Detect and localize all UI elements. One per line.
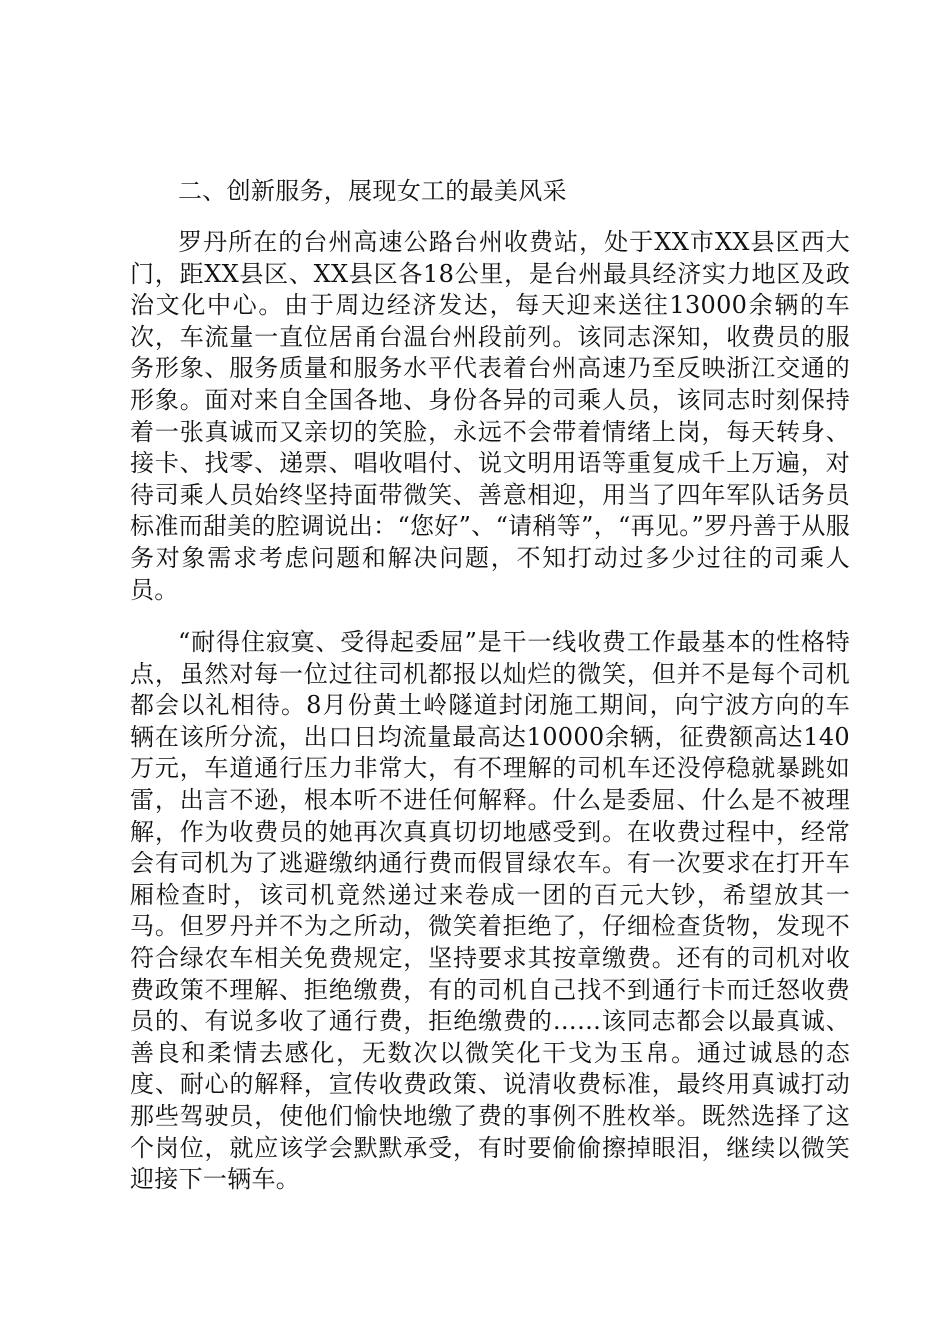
paragraph-2: “耐得住寂寞、受得起委屈”是干一线收费工作最基本的性格特点，虽然对每一位过往司机都报以灿烂的微笑，但并不是每个司机都会以礼相待。8月份黄土岭隧道封闭施工期间，向宁波方向的车辆在该所分流，出口日均流量最高达10000余辆，征费额高达140万元，车道通行压力非常大，有不理解的司机车还没停稳就暴跳如雷，出言不逊，根本听不进任何解释。什么是委屈、什么是不被理解，作为收费员的她再次真真切切地感受到。在收费过程中，经常会有司机为了逃避缴纳通行费而假冒绿农车。有一次要求在打开车厢检查时，该司机竟然递过来卷成一团的百元大钞，希望放其一马。但罗丹并不为之所动，微笑着拒绝了，仔细检查货物，发现不符合绿农车相关免费规定，坚持要求其按章缴费。还有的司机对收费政策不理解、拒绝缴费，有的司机自己找不到通行卡而迁怒收费员的、有说多收了通行费，拒绝缴费的……该同志都会以最真诚、善良和柔情去感化，无数次以微笑化干戈为玉帛。通过诚恳的态度、耐心的解释，宣传收费政策、说清收费标准，最终用真诚打动那些驾驶员，使他们愉快地缴了费的事例不胜枚举。既然选择了这个岗位，就应该学会默默承受，有时要偷偷擦掉眼泪，继续以微笑迎接下一辆车。	[130, 628, 850, 1194]
section-heading: 二、创新服务，展现女工的最美风采	[178, 177, 567, 205]
paragraph-1: 罗丹所在的台州高速公路台州收费站，处于XX市XX县区西大门，距XX县区、XX县区各18公里，是台州最具经济实力地区及政治文化中心。由于周边经济发达，每天迎来送往13000余辆的车次，车流量一直位居甬台温台州段前列。该同志深知，收费员的服务形象、服务质量和服务水平代表着台州高速乃至反映浙江交通的形象。面对来自全国各地、身份各异的司乘人员，该同志时刻保持着一张真诚而又亲切的笑脸，永远不会带着情绪上岗，每天转身、接卡、找零、递票、唱收唱付、说文明用语等重复成千上万遍，对待司乘人员始终坚持面带微笑、善意相迎，用当了四年军队话务员标准而甜美的腔调说出：“您好”、“请稍等”，“再见。”罗丹善于从服务对象需求考虑问题和解决问题，不知打动过多少过往的司乘人员。	[130, 228, 850, 604]
